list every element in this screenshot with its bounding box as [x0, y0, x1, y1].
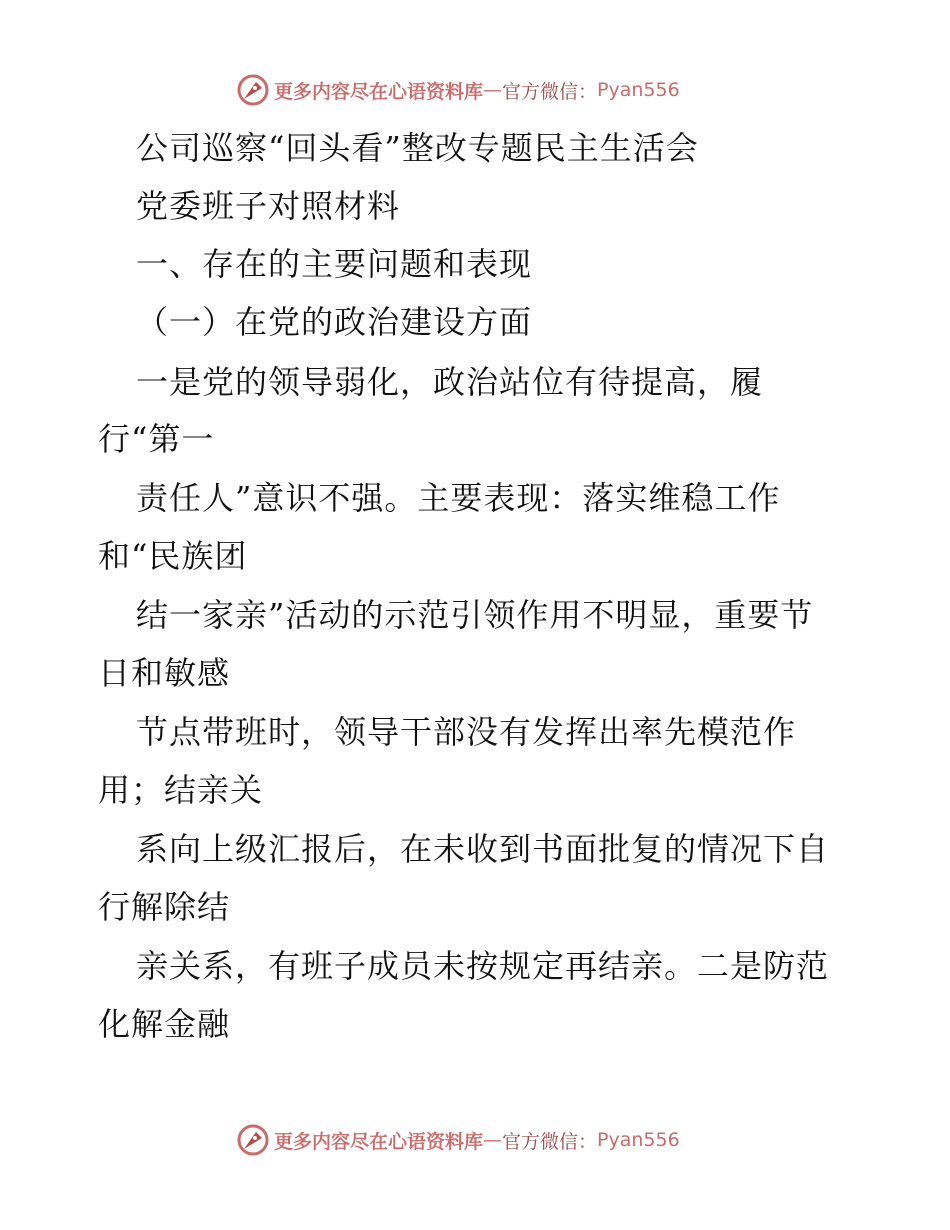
watermark-dash: — — [483, 1129, 503, 1151]
body-line: 日和敏感 — [98, 654, 231, 692]
footer-watermark — [236, 1122, 680, 1158]
section-heading: 一、存在的主要问题和表现 — [136, 245, 533, 283]
watermark-official-label: 官方微信： — [502, 1130, 598, 1153]
body-line: 行“第一 — [98, 420, 215, 458]
pen-nib-circle-icon — [236, 1123, 270, 1157]
body-line: 行解除结 — [98, 888, 231, 926]
body-line: 系向上级汇报后，在未收到书面批复的情况下自 — [136, 830, 830, 868]
document-subtitle: 党委班子对照材料 — [136, 187, 401, 225]
body-line: 责任人”意识不强。主要表现：落实维稳工作 — [136, 479, 781, 517]
document-title: 公司巡察“回头看”整改专题民主生活会 — [136, 129, 699, 167]
watermark-official-label: 官方微信： — [502, 80, 598, 103]
watermark-brand: 更多内容尽在心语资料库 — [274, 80, 484, 103]
watermark-brand: 更多内容尽在心语资料库 — [274, 1130, 484, 1153]
body-line: 亲关系，有班子成员未按规定再结亲。二是防范 — [136, 947, 830, 985]
watermark-account: Pyan556 — [597, 1129, 680, 1151]
body-line: 结一家亲”活动的示范引领作用不明显，重要节 — [136, 596, 814, 634]
body-line: 节点带班时，领导干部没有发挥出率先模范作 — [136, 713, 797, 751]
watermark-account: Pyan556 — [597, 79, 680, 101]
subsection-heading: （一）在党的政治建设方面 — [136, 303, 533, 341]
body-line: 和“民族团 — [98, 537, 248, 575]
header-watermark — [236, 72, 680, 108]
body-line: 一是党的领导弱化，政治站位有待提高，履 — [136, 363, 764, 401]
body-line: 用；结亲关 — [98, 771, 264, 809]
watermark-dash: — — [483, 79, 503, 101]
pen-nib-circle-icon — [236, 73, 270, 107]
body-line: 化解金融 — [98, 1005, 231, 1043]
